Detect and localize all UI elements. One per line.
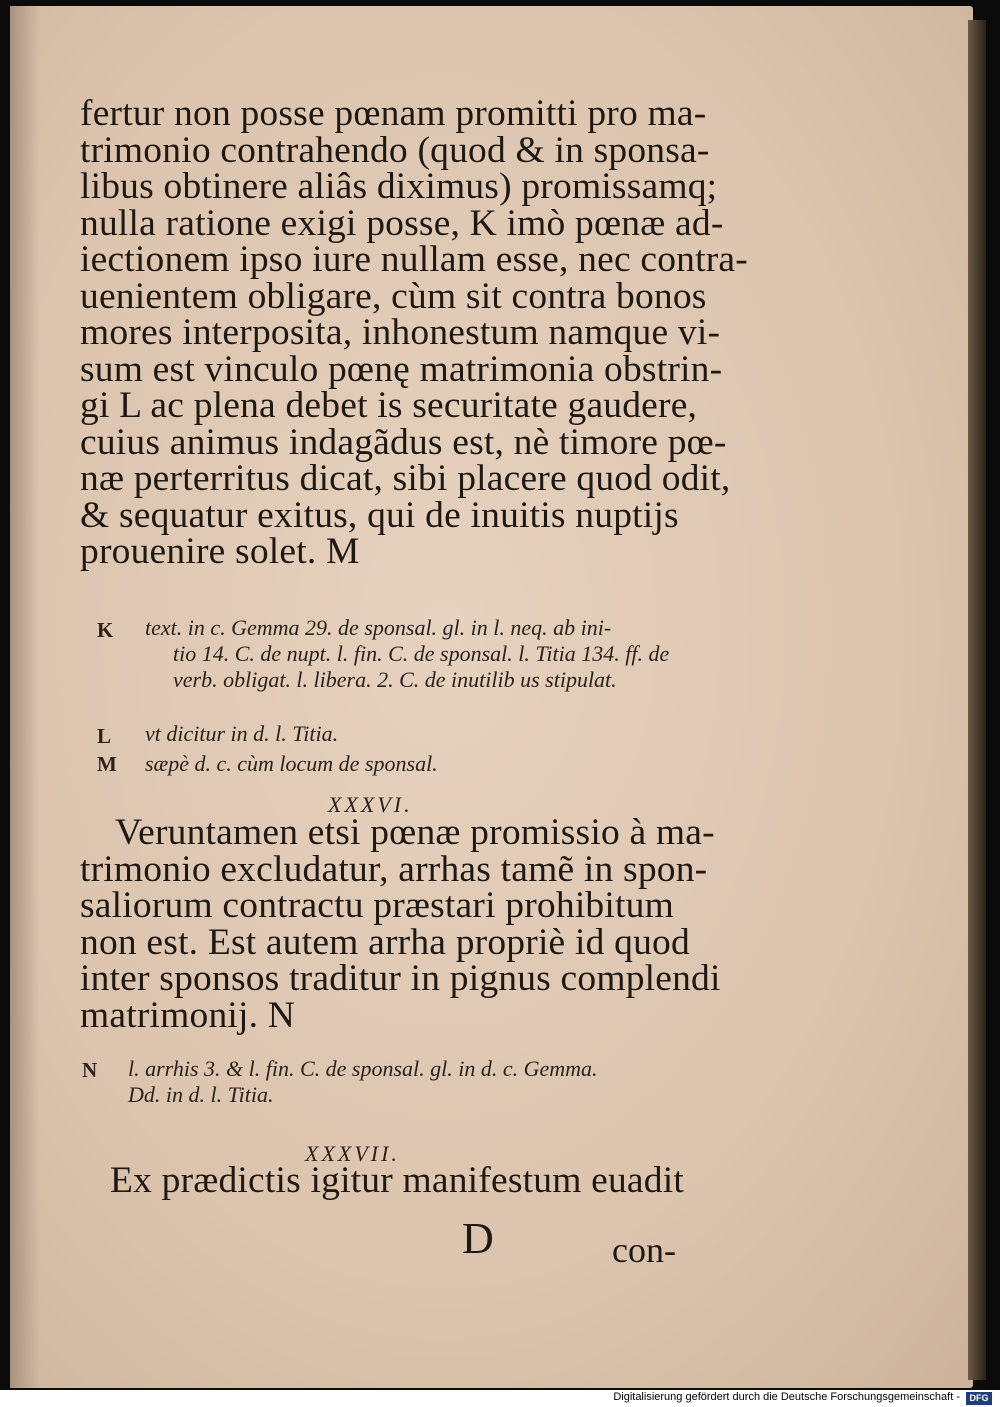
text-line: gi L ac plena debet is securitate gaudere,	[80, 385, 698, 426]
note-mark-n: N	[82, 1058, 98, 1082]
text-line: matrimonij. N	[80, 994, 296, 1036]
text-line: trimonio contrahendo (quod & in sponsa-	[80, 129, 710, 171]
text-line: non est. Est autem arrha propriè id quod	[80, 921, 690, 963]
text-line: saliorum contractu præstari prohibitum	[80, 885, 674, 926]
page-gutter-shadow	[10, 6, 40, 1388]
note-line: tio 14. C. de nupt. l. fin. C. de sponsal. l. Titia 134. ff. de	[173, 641, 670, 666]
text-line: prouenire solet. M	[80, 531, 360, 572]
text-line: næ perterritus dicat, sibi placere quod odit,	[80, 458, 731, 499]
catchword: con-	[612, 1230, 676, 1270]
note-l	[145, 721, 338, 747]
section-number-36: XXXVI.	[328, 792, 413, 817]
text-line: sum est vinculo pœnę matrimonia obstrin-	[80, 348, 723, 390]
note-line: verb. obligat. l. libera. 2. C. de inutilib us stipulat.	[173, 667, 617, 692]
text-line: iectionem ipso iure nullam esse, nec contra-	[80, 239, 748, 280]
paragraph-3	[110, 1160, 770, 1201]
paragraph-2	[80, 812, 740, 1036]
signature-mark: D	[462, 1214, 494, 1263]
text-line: inter sponsos traditur in pignus complendi	[80, 958, 721, 999]
footer-credit: Digitalisierung gefördert durch die Deutsche Forschungsgemeinschaft -	[613, 1391, 960, 1403]
note-m	[145, 751, 438, 777]
text-line: cuius animus indagãdus est, nè timore pœ-	[80, 421, 727, 463]
text-line: mores interposita, inhonestum namque vi-	[80, 312, 721, 353]
note-line: vt dicitur in d. l. Titia.	[145, 721, 339, 746]
section-number-37: XXXVII.	[305, 1141, 400, 1166]
text-line: nulla ratione exigi posse, K imò pœnæ ad-	[80, 202, 724, 244]
note-line: sæpè d. c. cùm locum de sponsal.	[145, 751, 438, 776]
page-edge	[968, 20, 986, 1380]
text-line: Veruntamen etsi pœnæ promissio à ma-	[115, 812, 715, 853]
note-mark-m: M	[97, 752, 117, 776]
note-mark-k: K	[97, 618, 114, 642]
dfg-logo-icon: DFG	[966, 1392, 992, 1405]
note-line: Dd. in d. l. Titia.	[128, 1082, 274, 1107]
text-line: uenientem obligare, cùm sit contra bonos	[80, 275, 707, 317]
note-line: l. arrhis 3. & l. fin. C. de sponsal. gl. in d. c. Gemma.	[128, 1056, 598, 1081]
note-mark-l: L	[97, 724, 112, 748]
text-line: Ex prædictis igitur manifestum euadit	[110, 1160, 684, 1201]
note-line: text. in c. Gemma 29. de sponsal. gl. in l. neq. ab ini-	[145, 615, 612, 640]
note-n	[128, 1056, 598, 1108]
text-line: trimonio excludatur, arrhas tamẽ in spon-	[80, 848, 708, 890]
text-line: fertur non posse pœnam promitti pro ma-	[80, 93, 707, 134]
note-k	[145, 615, 669, 693]
text-line: libus obtinere aliâs diximus) promissamq;	[80, 166, 718, 207]
text-line: & sequatur exitus, qui de inuitis nuptijs	[80, 494, 679, 536]
paragraph-1	[80, 93, 748, 572]
